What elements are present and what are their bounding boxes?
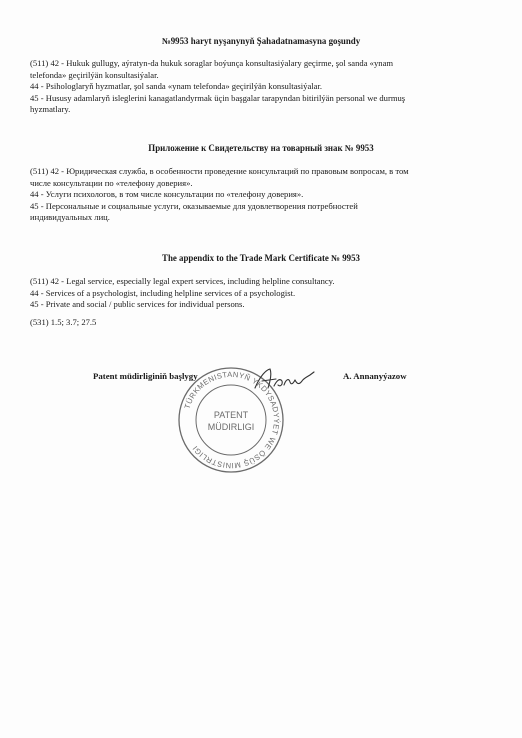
en-line: (511) 42 - Legal service, especially legal expert services, including helpline consultancy. — [30, 276, 335, 286]
en-section-body — [30, 276, 490, 328]
tm-line: 44 - Psihologlaryň hyzmatlar, şol sanda «ynam telefonda» geçirilýän konsultasiýalar. — [30, 81, 323, 92]
stamp-center-line1: PATENT — [213, 410, 249, 420]
en-line: 44 - Services of a psychologist, including helpline services of a psychologist. — [30, 287, 296, 298]
signatory-name: A. Annanyýazow — [343, 371, 407, 381]
handwritten-signature — [252, 366, 316, 394]
ru-section-body — [30, 166, 490, 224]
tm-line: telefonda» geçirilýän konsultasiýalar. — [30, 69, 159, 80]
tm-line: (511) 42 - Hukuk gullugy, aýratyn-da hukuk soraglar boýunça konsultasiýalary geçirme, şol sanda «ynam — [30, 58, 394, 68]
stamp-center-line2: MÜDIRLIGI — [207, 422, 255, 432]
ru-line: (511) 42 - Юридическая служба, в особенности проведение консультаций по правовым вопросам, в том — [30, 166, 409, 176]
tm-line: 45 - Hususy adamlaryň isleglerini kanagatlandyrmak üçin başgalar tarapyndan bitirilýän personal we durmuş — [30, 92, 406, 103]
tm-section-body — [30, 58, 490, 116]
en-line: 45 - Private and social / public services for individual persons. — [30, 299, 245, 310]
ru-line: 45 - Персональные и социальные услуги, оказываемые для удовлетворения потребностей — [30, 200, 358, 211]
en-section-title: The appendix to the Trade Mark Certificate № 9953 — [162, 253, 360, 263]
tm-line: hyzmatlary. — [30, 104, 71, 115]
ru-line: 44 - Услуги психологов, в том числе консультации по «телефону доверия». — [30, 189, 304, 200]
stamp-ring-text: TÜRKMENISTANYŇ YKDYSADYÝET WE ÖSÜŞ MINISTRLIGI — [182, 369, 282, 471]
tm-section-title: №9953 haryt nyşanynyň Şahadatnamasyna goşundy — [161, 36, 361, 46]
ru-line: числе консультации по «телефону доверия». — [30, 177, 193, 188]
ru-section-title: Приложение к Свидетельству на товарный знак № 9953 — [148, 143, 374, 153]
signatory-title: Patent müdirliginiň başlygy — [93, 371, 198, 381]
ru-line: индивидуальных лиц. — [30, 212, 110, 223]
classification-codes: (531) 1.5; 3.7; 27.5 — [30, 316, 97, 327]
